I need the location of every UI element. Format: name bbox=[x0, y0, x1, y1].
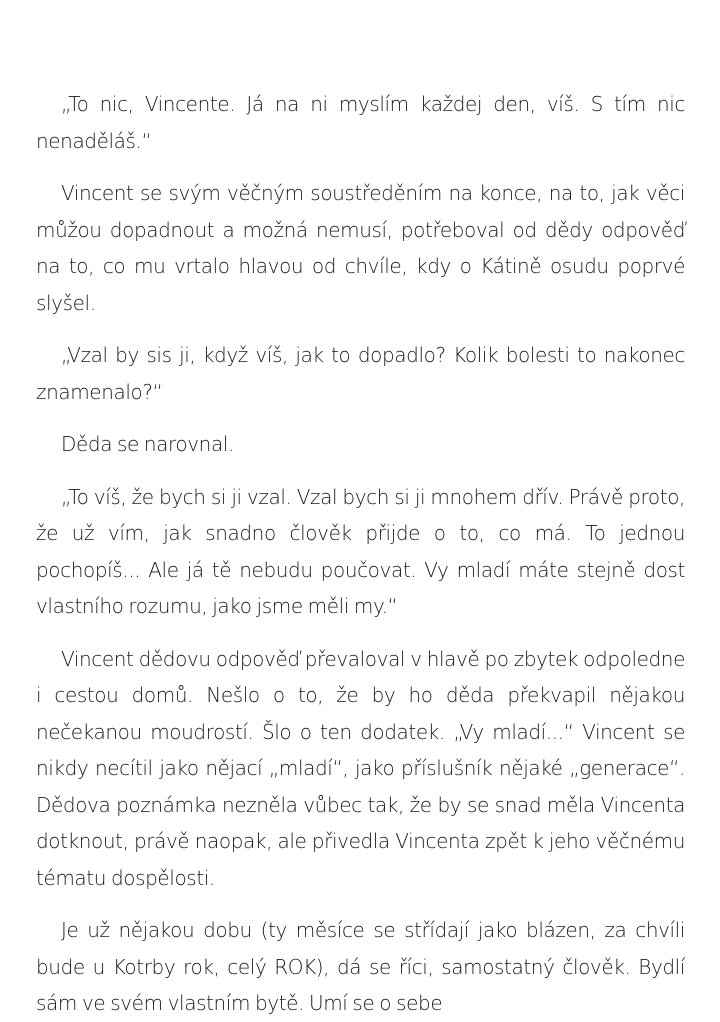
paragraph-5: „To víš, že bych si ji vzal. Vzal bych si ji mnohem dřív. Právě proto, že už vím, jak snadno člověk přijde o to, co má. To jednou pochopíš... Ale já tě nebudu poučovat. Vy mladí máte stejně dost vlastního rozumu, jako jsme měli my.“ bbox=[36, 484, 685, 618]
paragraph-7: Je už nějakou dobu (ty měsíce se střídají jako blázen, za chvíli bude u Kotrby rok, celý ROK), dá se říci, samostatný člověk. Bydlí sám ve svém vlastním bytě. Umí se o sebe bbox=[36, 918, 685, 1015]
document-page bbox=[36, 86, 685, 1022]
paragraph-1: „To nic, Vincente. Já na ni myslím každej den, víš. S tím nic nenaděláš.“ bbox=[36, 92, 685, 153]
paragraph-4: Děda se narovnal. bbox=[61, 432, 234, 456]
paragraph-6: Vincent dědovu odpověď převaloval v hlavě po zbytek odpoledne i cestou domů. Nešlo o to, že by ho děda překvapil nějakou nečekanou moudrostí. Šlo o ten dodatek. „Vy mladí...“ Vincent se nikdy necítil jako nějací „mladí“, jako příslušník nějaké „generace“. Dědova poznámka nezněla vůbec tak, že by se snad měla Vincenta dotknout, právě naopak, ale přivedla Vincenta zpět k jeho věčnému tématu dospělosti. bbox=[36, 646, 685, 890]
paragraph-2: Vincent se svým věčným soustředěním na konce, na to, jak věci můžou dopadnout a možná nemusí, potřeboval od dědy odpověď na to, co mu vrtalo hlavou od chvíle, kdy o Kátině osudu poprvé slyšel. bbox=[36, 181, 685, 315]
paragraph-3: „Vzal by sis ji, když víš, jak to dopadlo? Kolik bolesti to nakonec znamenalo?“ bbox=[36, 343, 685, 404]
